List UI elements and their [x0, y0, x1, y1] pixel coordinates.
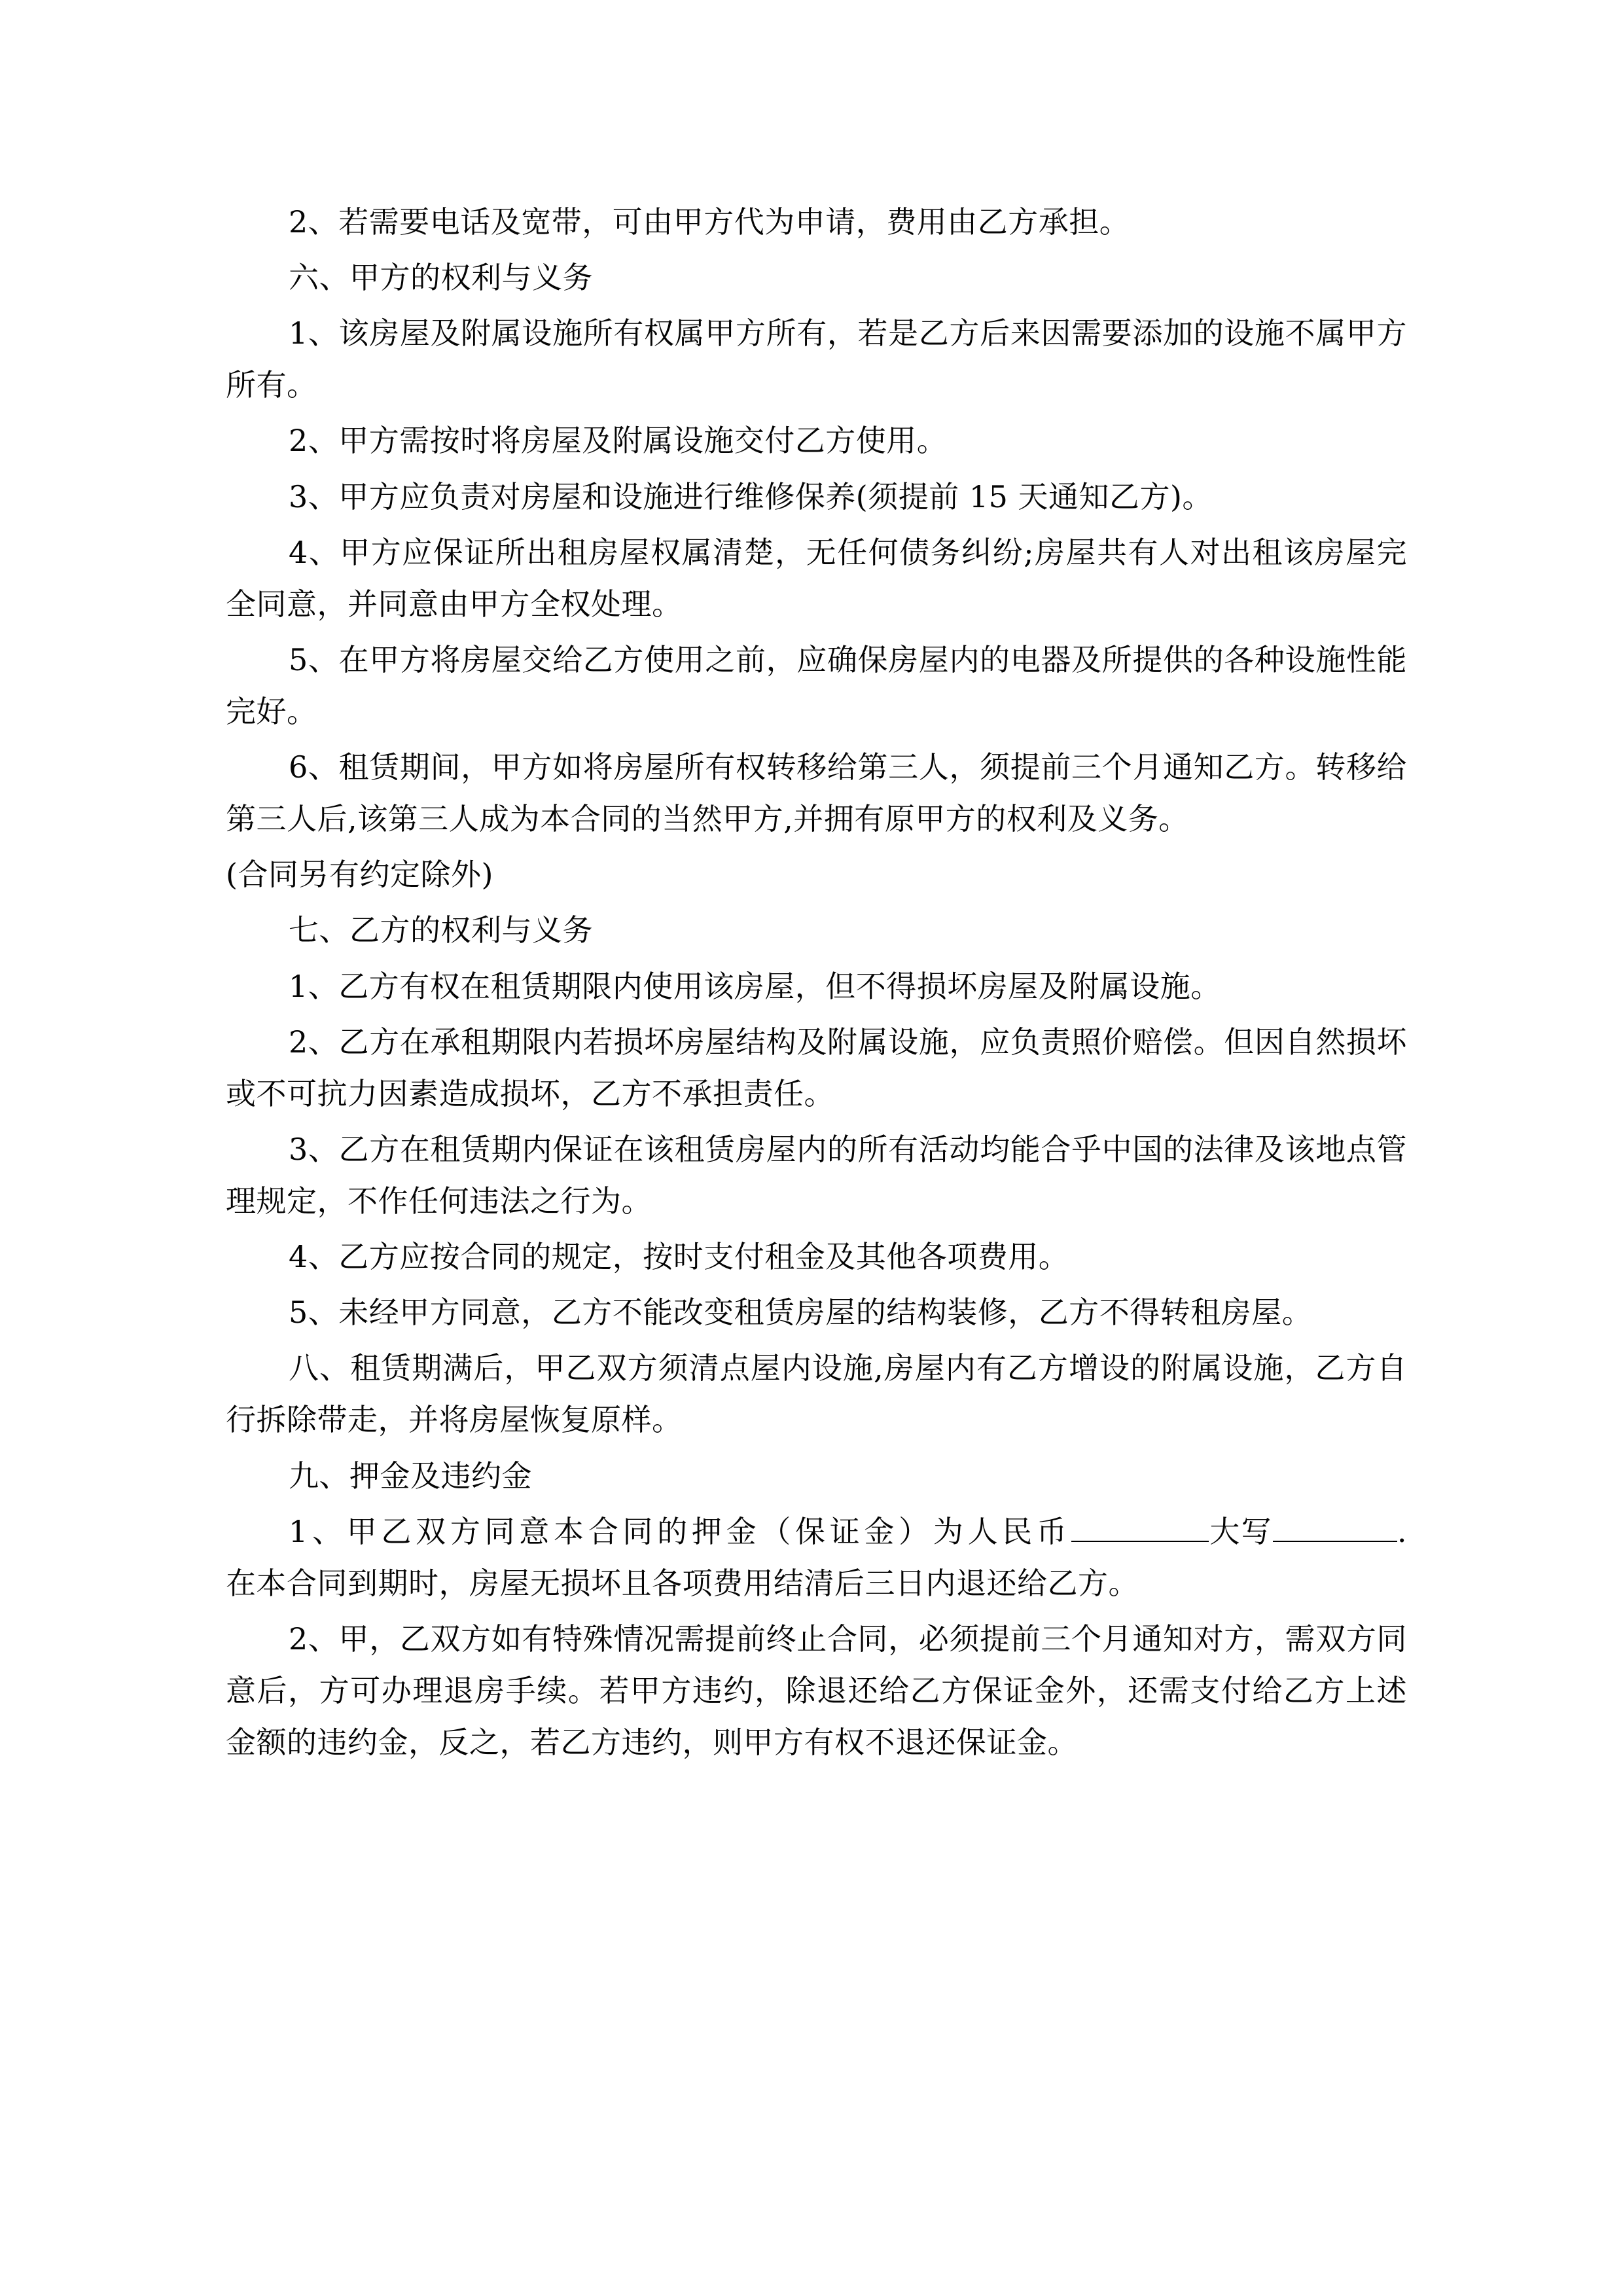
paragraph-7-4: 4、乙方应按合同的规定，按时支付租金及其他各项费用。 [289, 1239, 1069, 1275]
deposit-suffix-text: .在本合同到期时，房屋无损坏且各项费用结清后三日内退还给乙方。 [226, 1513, 1407, 1601]
paragraph-phone-broadband: 2、若需要电话及宽带，可由甲方代为申请，费用由乙方承担。 [289, 204, 1130, 240]
deposit-prefix-text: 1、甲乙双方同意本合同的押金（保证金）为人民币 [289, 1513, 1071, 1549]
paragraph-contract-exception: (合同另有约定除外) [226, 857, 493, 893]
deposit-amount-blank[interactable] [1071, 1541, 1209, 1542]
paragraph-6-4: 4、甲方应保证所出租房屋权属清楚，无任何债务纠纷;房屋共有人对出租该房屋完全同意，并同意由甲方全权处理。 [226, 534, 1407, 622]
deposit-amount-words-blank[interactable] [1273, 1541, 1397, 1542]
paragraph-6-1: 1、该房屋及附属设施所有权属甲方所有，若是乙方后来因需要添加的设施不属甲方所有。 [226, 315, 1407, 403]
heading-section-seven: 七、乙方的权利与义务 [289, 912, 593, 948]
paragraph-9-2-penalty: 2、甲，乙双方如有特殊情况需提前终止合同，必须提前三个月通知对方，需双方同意后，方可办理退房手续。若甲方违约，除退还给乙方保证金外，还需支付给乙方上述金额的违约金，反之，若乙方违约，则甲方有权不退还保证金。 [226, 1621, 1407, 1761]
heading-section-nine: 九、押金及违约金 [289, 1458, 532, 1494]
paragraph-section-eight: 八、租赁期满后，甲乙双方须清点屋内设施,房屋内有乙方增设的附属设施，乙方自行拆除带走，并将房屋恢复原样。 [226, 1350, 1407, 1438]
heading-section-six: 六、甲方的权利与义务 [289, 260, 593, 296]
paragraph-6-6: 6、租赁期间，甲方如将房屋所有权转移给第三人，须提前三个月通知乙方。转移给第三人后,该第三人成为本合同的当然甲方,并拥有原甲方的权利及义务。 [226, 749, 1407, 837]
deposit-middle-text: 大写 [1208, 1513, 1273, 1549]
paragraph-7-3: 3、乙方在租赁期内保证在该租赁房屋内的所有活动均能合乎中国的法律及该地点管理规定，不作任何违法之行为。 [226, 1131, 1407, 1219]
paragraph-7-1: 1、乙方有权在租赁期限内使用该房屋，但不得损坏房屋及附属设施。 [289, 968, 1221, 1004]
document-body [226, 196, 1407, 1768]
paragraph-6-5: 5、在甲方将房屋交给乙方使用之前，应确保房屋内的电器及所提供的各种设施性能完好。 [226, 641, 1407, 729]
paragraph-6-2: 2、甲方需按时将房屋及附属设施交付乙方使用。 [289, 423, 948, 459]
paragraph-7-5: 5、未经甲方同意，乙方不能改变租赁房屋的结构装修，乙方不得转租房屋。 [289, 1295, 1313, 1331]
paragraph-9-1-deposit [226, 1506, 1407, 1609]
paragraph-6-3: 3、甲方应负责对房屋和设施进行维修保养(须提前 15 天通知乙方)。 [289, 478, 1213, 514]
paragraph-7-2: 2、乙方在承租期限内若损坏房屋结构及附属设施，应负责照价赔偿。但因自然损坏或不可抗力因素造成损坏，乙方不承担责任。 [226, 1024, 1407, 1111]
